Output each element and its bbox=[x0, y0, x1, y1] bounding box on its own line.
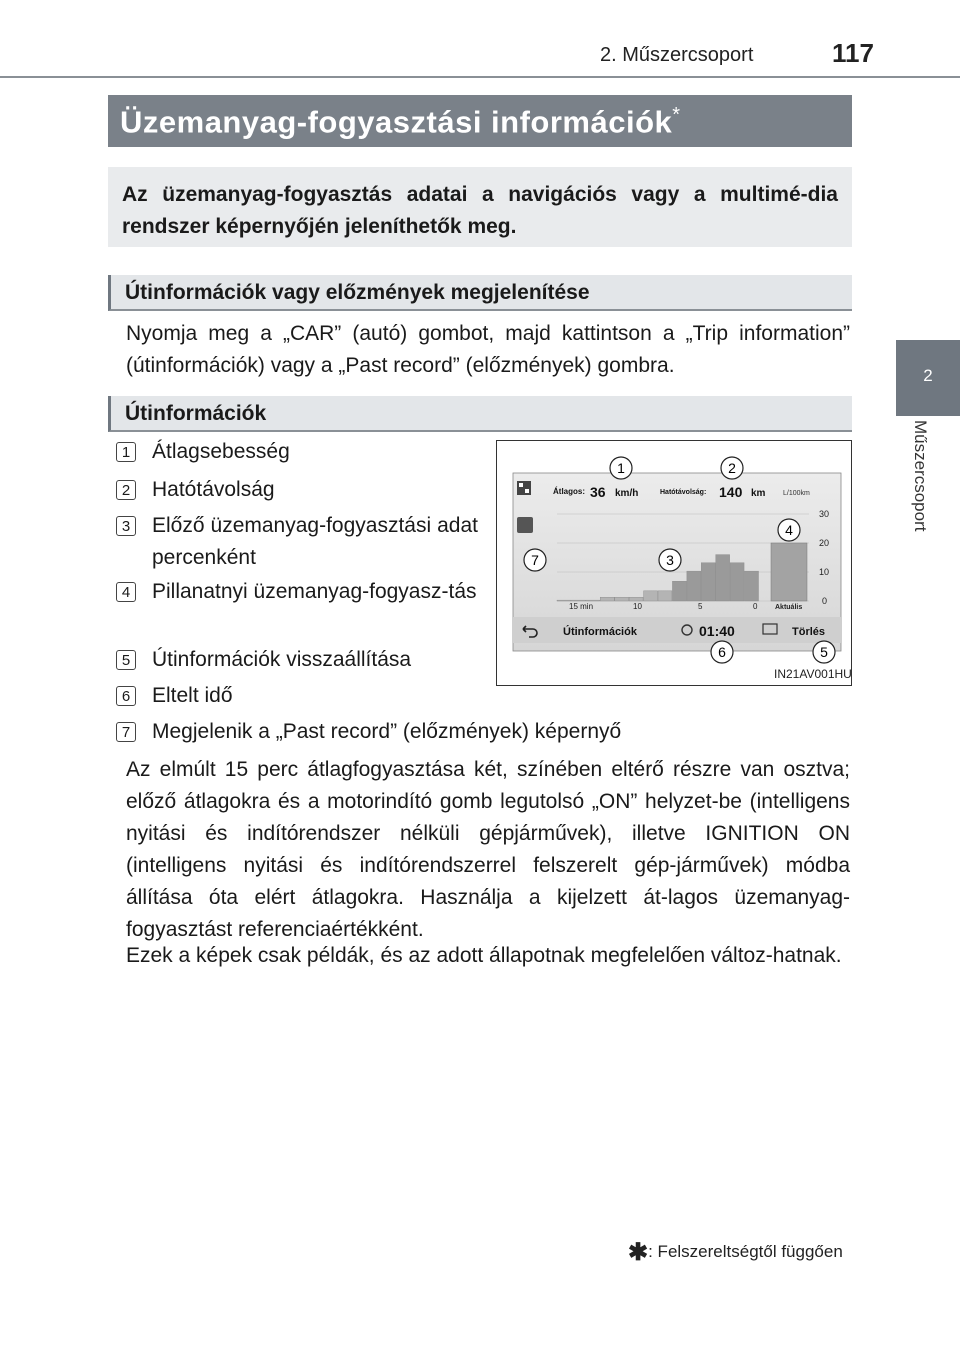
footnote bbox=[628, 1238, 843, 1267]
subsection-heading-text: Útinformációk vagy előzmények megjelenítése bbox=[125, 281, 590, 304]
note-paragraph: Ezek a képek csak példák, és az adott állapotnak megfelelően változ-hatnak. bbox=[126, 944, 842, 967]
y-tick-label: 10 bbox=[819, 567, 830, 577]
screen-title: Útinformációk bbox=[563, 626, 637, 638]
flag-icon-detail bbox=[525, 489, 529, 493]
fuel-history-bar bbox=[658, 591, 672, 601]
subsection-heading-text: Útinformációk bbox=[125, 402, 267, 425]
current-label: Aktuális bbox=[775, 604, 803, 611]
callout-number: 1 bbox=[617, 460, 625, 476]
fuel-history-bar bbox=[687, 571, 701, 601]
footnote-mark: ✱ bbox=[628, 1239, 649, 1266]
range-label: Hatótávolság: bbox=[660, 489, 707, 496]
fuel-unit: L/100km bbox=[783, 490, 810, 497]
y-tick-label: 20 bbox=[819, 538, 830, 548]
item-label: Útinformációk visszaállítása bbox=[152, 648, 412, 671]
range-unit: km bbox=[751, 488, 766, 499]
fuel-history-bar bbox=[629, 597, 643, 601]
item-number: 5 bbox=[116, 650, 136, 670]
callout-7 bbox=[524, 549, 546, 571]
y-tick-label: 30 bbox=[819, 509, 830, 519]
figure-code: IN21AV001HU bbox=[774, 667, 852, 681]
callout-number: 3 bbox=[666, 552, 674, 568]
callout-5 bbox=[813, 641, 835, 663]
fuel-history-bar bbox=[557, 600, 571, 601]
x-tick-label: 15 min bbox=[569, 602, 594, 611]
item-number: 3 bbox=[116, 516, 136, 536]
trip-info-screen-figure bbox=[496, 440, 852, 686]
reset-button[interactable]: Törlés bbox=[792, 626, 826, 638]
past-record-icon[interactable] bbox=[517, 517, 533, 533]
callout-number: 5 bbox=[820, 644, 828, 660]
x-tick-label: 5 bbox=[698, 602, 703, 611]
item-label: Előző üzemanyag-fogyasztási adat percenként bbox=[152, 514, 478, 569]
item-label: Átlagsebesség bbox=[152, 440, 290, 463]
item-label: Megjelenik a „Past record” (előzmények) képernyő bbox=[152, 720, 622, 743]
section-title bbox=[120, 104, 681, 140]
subsection-heading-trip-info bbox=[108, 396, 852, 432]
item-label: Eltelt idő bbox=[152, 684, 233, 707]
footnote-text: : Felszereltségtől függően bbox=[648, 1242, 843, 1261]
chapter-tab bbox=[896, 340, 960, 416]
chapter-side-label-wrap bbox=[910, 420, 932, 600]
item-number: 4 bbox=[116, 582, 136, 602]
y-tick-label: 0 bbox=[822, 596, 828, 606]
x-tick-label: 0 bbox=[753, 602, 758, 611]
fuel-history-bar bbox=[730, 563, 744, 601]
instruction-text: Nyomja meg a „CAR” (autó) gombot, majd kattintson a „Trip information” (útinformációk) vagy a „Past record” (előzmények) gombra. bbox=[126, 322, 850, 377]
trip-info-screen bbox=[497, 441, 851, 685]
header-divider bbox=[0, 76, 960, 78]
callout-number: 4 bbox=[785, 522, 793, 538]
range-value: 140 bbox=[719, 484, 743, 500]
x-tick-label: 10 bbox=[633, 602, 642, 611]
callout-2 bbox=[721, 457, 743, 479]
flag-icon-detail bbox=[519, 483, 523, 487]
fuel-history-bar bbox=[701, 563, 715, 601]
avg-speed-value: 36 bbox=[590, 484, 606, 500]
fuel-history-bar bbox=[615, 597, 629, 601]
intro-box bbox=[108, 167, 852, 247]
fuel-history-bar bbox=[600, 597, 614, 601]
subsection-heading-display bbox=[108, 275, 852, 311]
fuel-history-bar bbox=[571, 600, 585, 601]
callout-3 bbox=[659, 549, 681, 571]
item-number: 2 bbox=[116, 480, 136, 500]
elapsed-time: 01:40 bbox=[699, 623, 735, 639]
item-number: 6 bbox=[116, 686, 136, 706]
avg-speed-unit: km/h bbox=[615, 488, 639, 499]
item-label: Pillanatnyi üzemanyag-fogyasz-tás bbox=[152, 580, 477, 603]
callout-number: 2 bbox=[728, 460, 736, 476]
fuel-history-bar bbox=[716, 555, 730, 601]
fuel-history-bar bbox=[672, 581, 686, 601]
section-title-bar bbox=[108, 95, 852, 147]
callout-4 bbox=[778, 519, 800, 541]
item-label: Hatótávolság bbox=[152, 478, 275, 501]
asterisk-mark: * bbox=[672, 104, 681, 126]
fuel-history-bar bbox=[745, 571, 759, 601]
page-number: 117 bbox=[832, 38, 874, 68]
fuel-history-bar bbox=[644, 591, 658, 601]
callout-1 bbox=[610, 457, 632, 479]
current-consumption-bar bbox=[771, 543, 807, 601]
chapter-side-label: Műszercsoport bbox=[911, 420, 930, 532]
section-title-text: Üzemanyag-fogyasztási információk bbox=[120, 104, 673, 140]
item-number: 1 bbox=[116, 442, 136, 462]
avg-speed-label: Átlagos: bbox=[553, 487, 585, 496]
explanation-paragraph: Az elmúlt 15 perc átlagfogyasztása két, színében eltérő részre van osztva; előző átlagokra és a motorindító gomb legutolsó „ON” helyzet-be (intelligens nyitási és indítórendszer nélküli gépjárművek), illetve IGNITION ON (intelligens nyitási és indítórendszerrel felszerelt gép-járművek) módba állítása óta elért átlagokra. Használja a kijelzett át-lagos üzemanyag-fogyasztást referenciaértékként. bbox=[126, 758, 850, 941]
chapter-title: 2. Műszercsoport bbox=[600, 44, 754, 66]
callout-number: 6 bbox=[718, 644, 726, 660]
callout-6 bbox=[711, 641, 733, 663]
chapter-tab-number: 2 bbox=[923, 366, 933, 385]
fuel-history-bar bbox=[586, 600, 600, 601]
callout-number: 7 bbox=[531, 552, 539, 568]
item-number: 7 bbox=[116, 722, 136, 742]
intro-text: Az üzemanyag-fogyasztás adatai a navigációs vagy a multimé-dia rendszer képernyőjén jeleníthetők meg. bbox=[122, 183, 838, 238]
